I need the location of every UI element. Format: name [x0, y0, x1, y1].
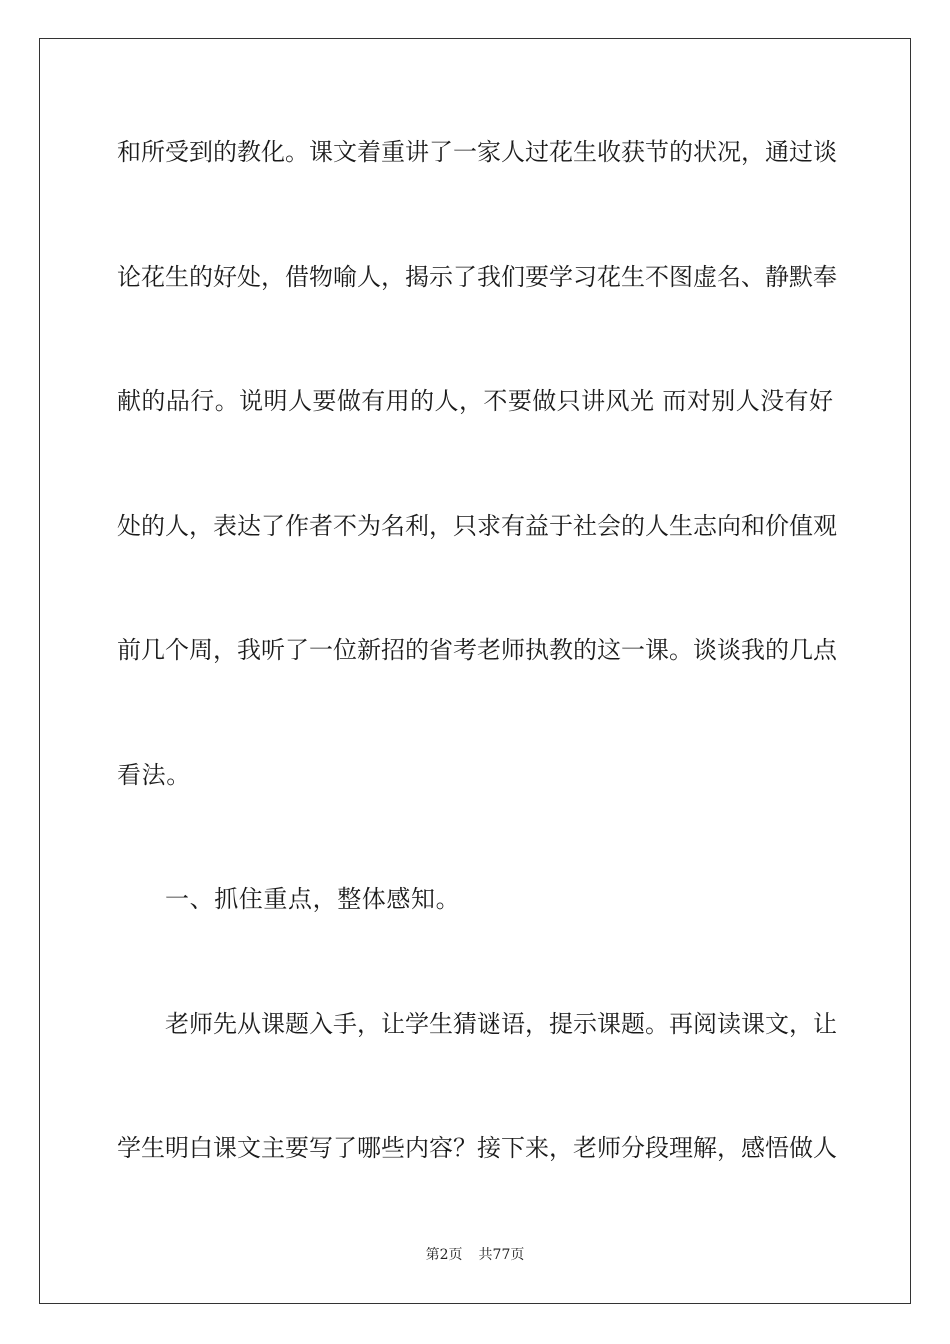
page-footer: [0, 1246, 950, 1264]
page-number: 第2页: [425, 1247, 463, 1263]
section-heading: 一、抓住重点，整体感知。: [165, 885, 461, 913]
paragraph-line-2: 论花生的好处，借物喻人，揭示了我们要学习花生不图虚名、静默奉: [117, 263, 837, 291]
page-total: 共77页: [478, 1247, 525, 1263]
paragraph-line-9: 学生明白课文主要写了哪些内容？接下来，老师分段理解，感悟做人: [117, 1134, 837, 1162]
page-border: [39, 38, 911, 1304]
paragraph-line-4: 处的人，表达了作者不为名利，只求有益于社会的人生志向和价值观: [117, 512, 837, 540]
paragraph-line-5: 前几个周，我听了一位新招的省考老师执教的这一课。谈谈我的几点: [117, 636, 837, 664]
paragraph-line-3: 献的品行。说明人要做有用的人，不要做只讲风光 而对别人没有好: [117, 387, 833, 415]
paragraph-line-8: 老师先从课题入手，让学生猜谜语，提示课题。再阅读课文，让: [165, 1010, 837, 1038]
paragraph-line-6: 看法。: [117, 761, 191, 789]
paragraph-line-1: 和所受到的教化。课文着重讲了一家人过花生收获节的状况，通过谈: [117, 138, 837, 166]
